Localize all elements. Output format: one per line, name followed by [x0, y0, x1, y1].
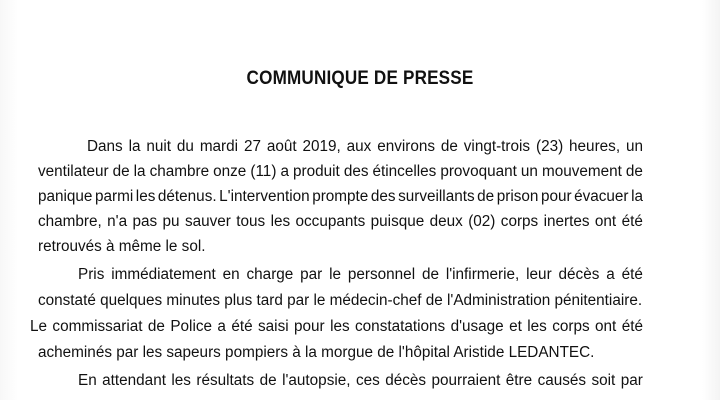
word: L'intervention	[219, 188, 310, 205]
word: attendant	[102, 372, 166, 389]
word: immédiatement	[111, 266, 216, 283]
word: été	[621, 213, 643, 230]
word: causés	[537, 372, 587, 389]
word: du	[176, 138, 194, 155]
word: constatations	[355, 318, 446, 335]
word: de	[625, 163, 643, 180]
press-release-title: COMMUNIQUE DE PRESSE	[246, 68, 474, 89]
word: deux	[429, 213, 463, 230]
word: (02)	[468, 213, 496, 230]
word: chambre,	[38, 213, 102, 230]
word: Police	[170, 318, 213, 335]
word: (11)	[250, 163, 277, 180]
word: de	[421, 266, 439, 283]
word: pas	[132, 213, 158, 230]
word: soit	[591, 372, 616, 389]
word: 27	[243, 138, 261, 155]
word: personnel	[347, 266, 416, 283]
word: heures,	[569, 138, 621, 155]
paragraph-line: constaté quelques minutes plus tard par le médecin-chef de l'Administration pénitentiaire.	[38, 292, 643, 309]
word: de	[440, 138, 458, 155]
word: ont	[594, 213, 617, 230]
word: 2019,	[302, 138, 341, 155]
word: Le	[30, 318, 48, 335]
word: par	[620, 372, 643, 389]
word: provoquant	[440, 163, 517, 180]
word: la	[133, 163, 146, 180]
word: ventilateur	[38, 163, 109, 180]
paragraph-line	[38, 188, 643, 206]
word: pour	[540, 188, 572, 205]
word: le	[329, 266, 342, 283]
word: d'usage	[450, 318, 504, 335]
word: ces	[355, 372, 380, 389]
word: nuit	[146, 138, 172, 155]
word: environs	[377, 138, 436, 155]
word: décès	[558, 266, 600, 283]
word: (23)	[535, 138, 564, 155]
word: des	[370, 188, 396, 205]
paragraph-line	[30, 318, 643, 336]
word: mardi	[199, 138, 239, 155]
word: de	[112, 163, 130, 180]
word: été	[231, 318, 253, 335]
word: résultats	[196, 372, 255, 389]
word: a	[217, 318, 226, 335]
paragraph-line	[38, 163, 643, 181]
word: n'a	[107, 213, 128, 230]
word: panique	[38, 188, 93, 205]
word: l'infirmerie,	[445, 266, 520, 283]
word: mouvement	[541, 163, 622, 180]
word: pu	[162, 213, 180, 230]
word: chambre	[149, 163, 210, 180]
word: en	[222, 266, 240, 283]
word: les	[171, 372, 191, 389]
word: un	[520, 163, 538, 180]
word: décès	[385, 372, 427, 389]
word: les	[135, 188, 156, 205]
word: détenus.	[157, 188, 217, 205]
word: leur	[526, 266, 552, 283]
word: être	[505, 372, 533, 389]
word: de	[259, 372, 277, 389]
word: tous	[236, 213, 266, 230]
paragraph-line: retrouvés à même le sol.	[38, 238, 206, 255]
word: août	[266, 138, 297, 155]
word: occupants	[295, 213, 366, 230]
word: En	[78, 372, 97, 389]
word: ont	[595, 318, 617, 335]
word: corps	[500, 213, 539, 230]
word: produit	[293, 163, 340, 180]
word: onze	[213, 163, 247, 180]
word: vingt-trois	[463, 138, 531, 155]
paragraph-line	[38, 213, 643, 231]
word: l'autopsie,	[282, 372, 351, 389]
word: sauver	[184, 213, 231, 230]
word: des	[343, 163, 369, 180]
word: commissariat	[52, 318, 143, 335]
word: les	[330, 318, 350, 335]
word: étincelles	[372, 163, 437, 180]
paragraph-line	[87, 138, 643, 156]
word: charge	[246, 266, 294, 283]
word: un	[625, 138, 643, 155]
word: prompte	[312, 188, 369, 205]
paragraph-line	[78, 266, 643, 284]
word: la	[128, 138, 141, 155]
word: a	[280, 163, 289, 180]
word: été	[621, 318, 643, 335]
word: été	[621, 266, 643, 283]
word: pour	[294, 318, 325, 335]
word: inertes	[543, 213, 590, 230]
word: parmi	[95, 188, 134, 205]
word: de	[477, 188, 495, 205]
word: Dans	[87, 138, 123, 155]
word: aux	[346, 138, 372, 155]
word: pourraient	[431, 372, 501, 389]
word: évacuer	[574, 188, 629, 205]
word: prison	[496, 188, 539, 205]
paragraph-line: acheminés par les sapeurs pompiers à la morgue de l'hôpital Aristide LEDANTEC.	[38, 344, 595, 361]
word: surveillants	[398, 188, 475, 205]
word: les	[270, 213, 291, 230]
paragraph-line	[78, 372, 643, 390]
word: Pris	[78, 266, 105, 283]
word: de	[147, 318, 165, 335]
word: corps	[552, 318, 590, 335]
word: a	[606, 266, 615, 283]
word: et	[509, 318, 522, 335]
word: les	[527, 318, 547, 335]
word: par	[300, 266, 323, 283]
word: saisi	[258, 318, 289, 335]
word: la	[631, 188, 643, 205]
word: puisque	[370, 213, 425, 230]
